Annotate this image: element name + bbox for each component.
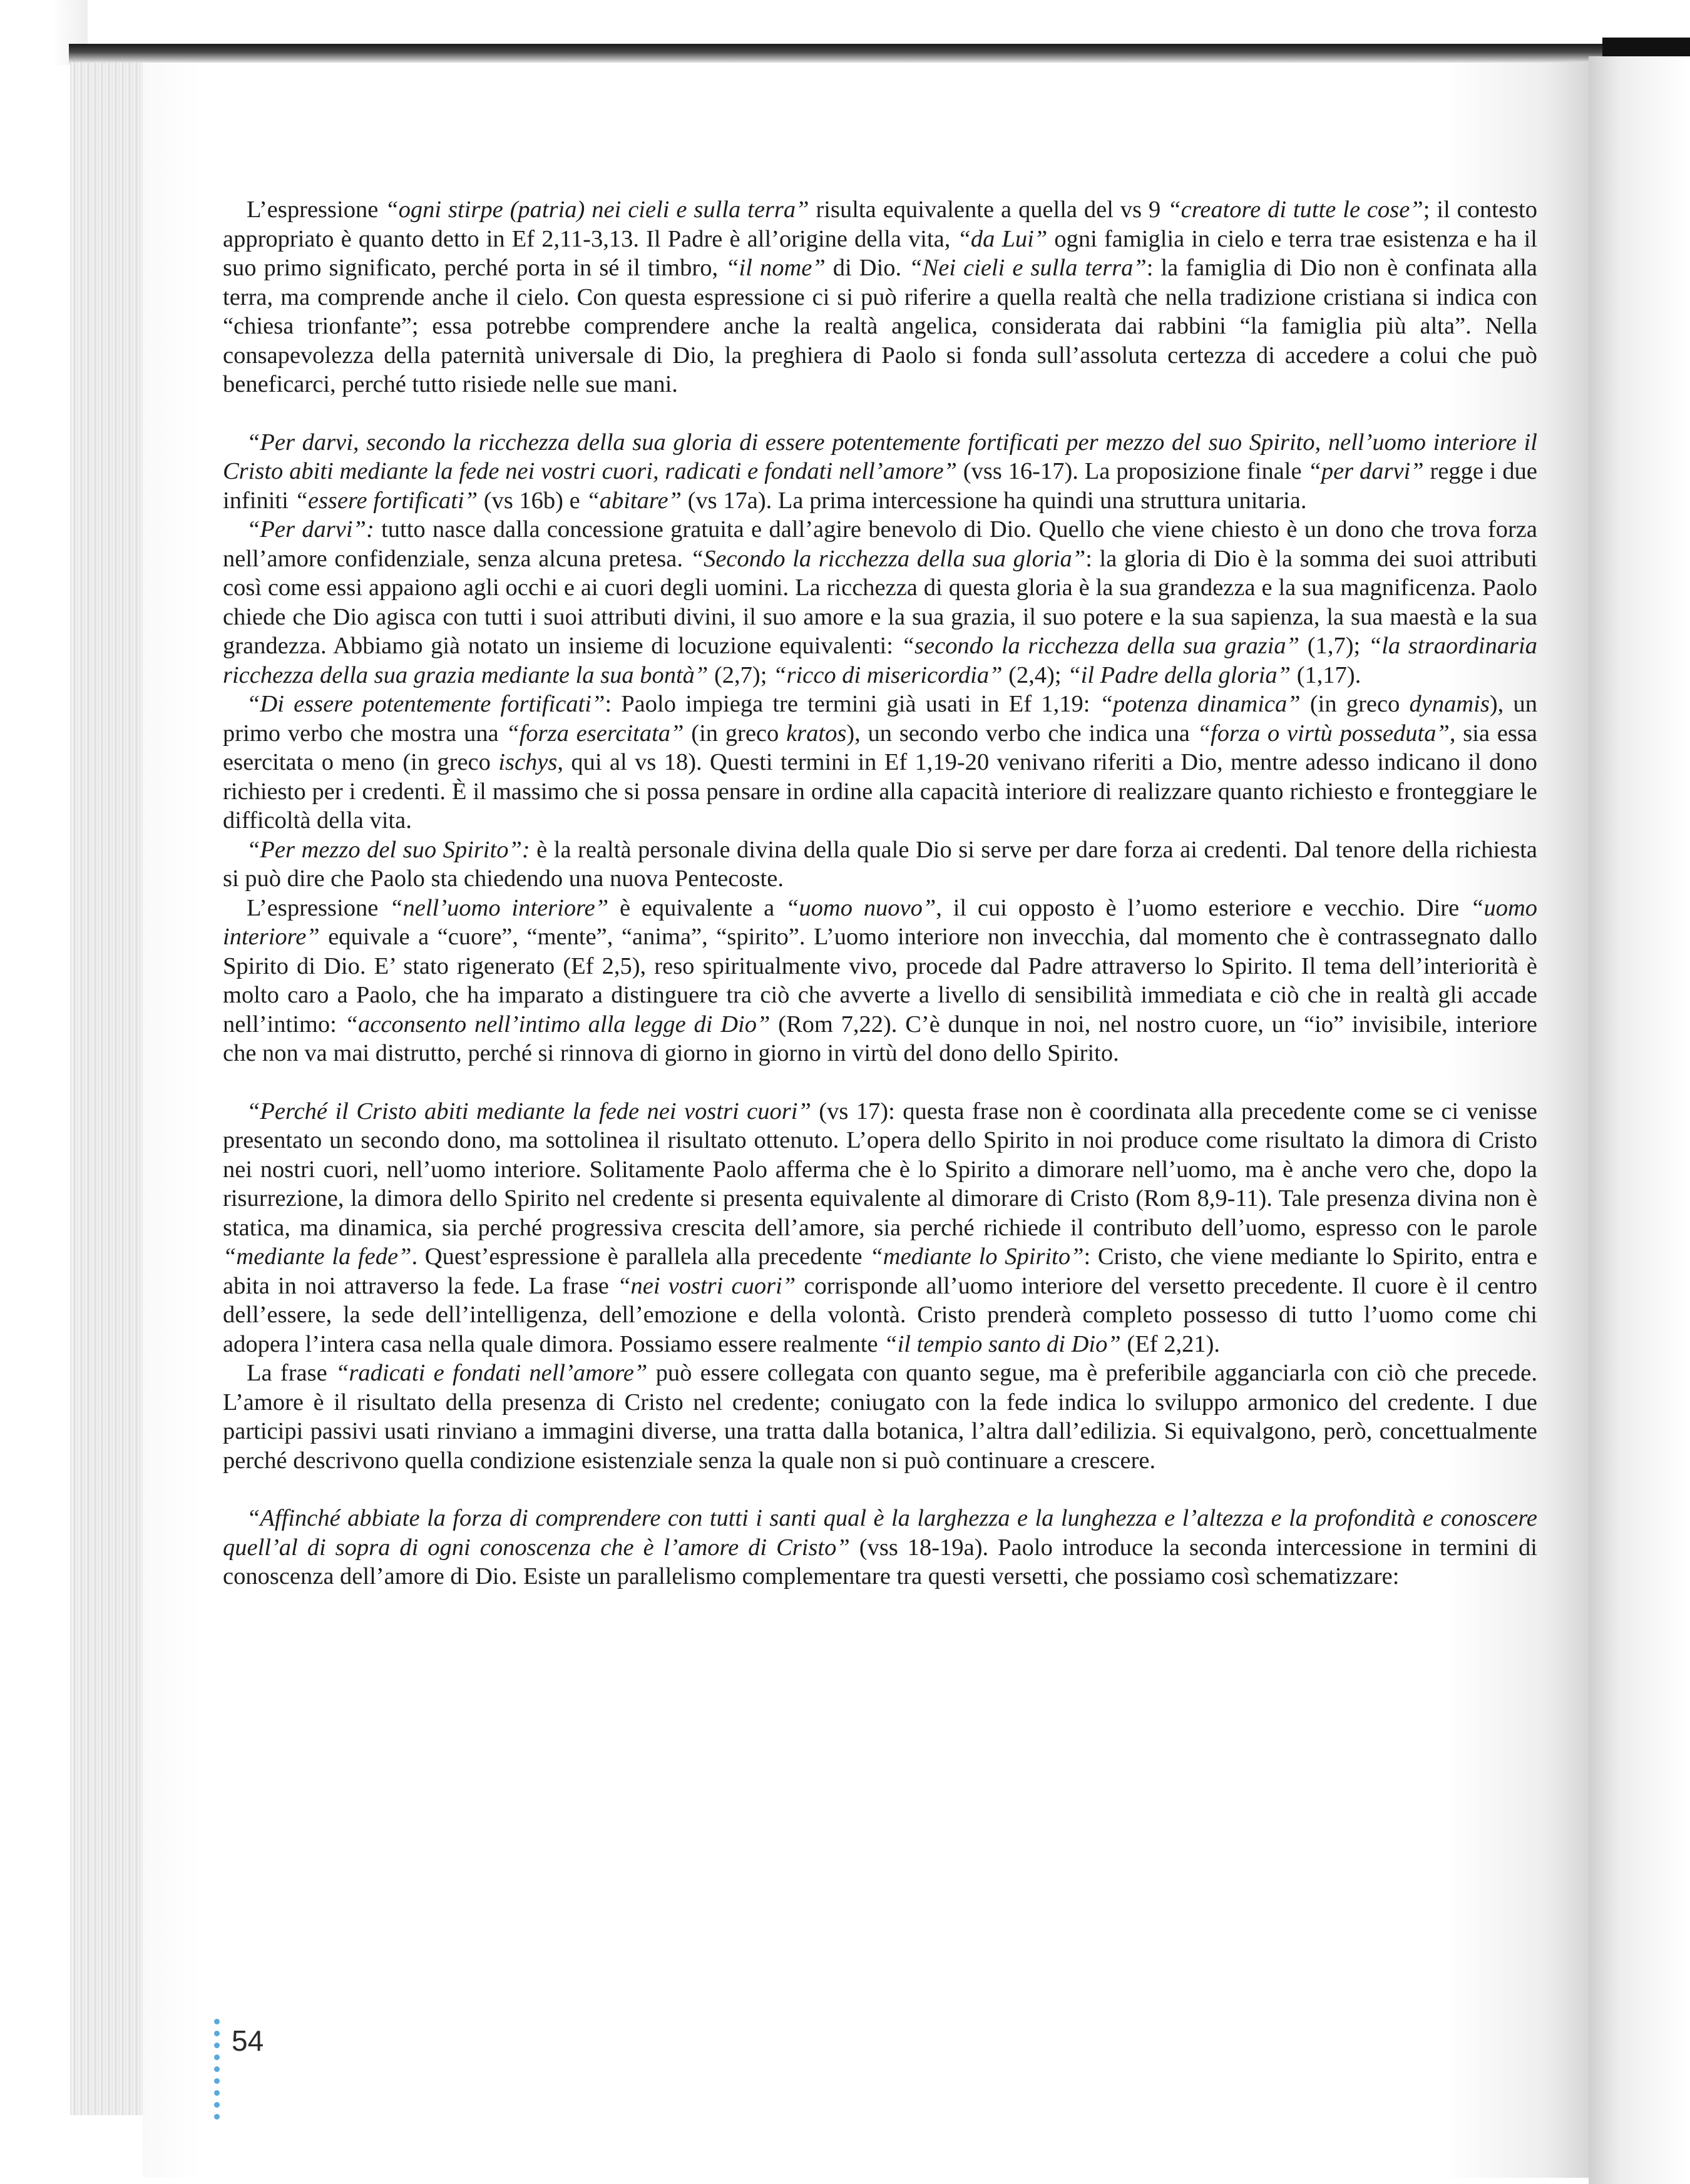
text-run: : la famiglia di Dio non è confinata alla terra, ma comprende anche il cielo. Con questa espressione ci si può riferire a quella realtà che nella tradizione cristiana si indica con “chiesa trionfante”; essa potrebbe comprendere anche la realtà angelica, considerata dai rabbini “la famiglia più alta”. Nella consapevolezza della paternità universale di Dio, la preghiera di Paolo si fonda sull’assoluta certezza di accedere a colui che può beneficarci, perché tutto risiede nelle sue mani. [223, 255, 1537, 397]
text-run: (1,7); [1299, 633, 1368, 659]
dot [214, 2114, 220, 2120]
italic-text: “nell’uomo interiore” [389, 894, 609, 921]
text-run: (in greco [684, 720, 787, 747]
italic-text: “Per mezzo del suo Spirito”: [247, 836, 530, 863]
text-run: di Dio. [825, 255, 909, 281]
italic-text: “il nome” [725, 255, 826, 281]
text-run: , sia essa esercitata o meno (in greco [223, 720, 1537, 775]
text-run: (vss 18-19a). Paolo introduce la seconda intercessione in termini di conoscenza dell’amore di Dio. Esiste un parallelismo complementare tra questi versetti, che possiamo così schematizzare: [223, 1534, 1537, 1590]
text-run: (in greco [1300, 691, 1410, 717]
italic-text: “la straordinaria ricchezza della sua grazia mediante la sua bontà” [223, 633, 1537, 688]
text-run: : Paolo impiega tre termini già usati in Ef 1,19: [605, 691, 1100, 717]
text-run: regge i due infiniti [223, 458, 1537, 514]
italic-text: “Per darvi, secondo la ricchezza della sua gloria di essere potentemente fortificati per mezzo del suo Spirito, nell’uomo interiore il Cristo abiti mediante la fede nei vostri cuori, radicati e fondati nell’amore” [223, 429, 1537, 484]
dot [214, 2019, 220, 2024]
dot [214, 2054, 220, 2060]
text-run: (vs 16b) e [478, 487, 586, 514]
paragraph [223, 835, 1537, 894]
text-run: (vs 17): questa frase non è coordinata alla precedente come se ci venisse presentato un secondo dono, ma sottolinea il risultato ottenuto. L’opera dello Spirito in noi produce come risultato la dimora di Cristo nei nostri cuori, nell’uomo interiore. Solitamente Paolo afferma che è lo Spirito a dimorare nell’uomo, ma è anche vero che, dopo la risurrezione, la dimora dello Spirito nel credente si presenta equivalente al dimorare di Cristo (Rom 8,9-11). Tale presenza divina non è statica, ma dinamica, sia perché progressiva crescita dell’amore, sia perché richiede il contributo dell’uomo, espresso con le parole [223, 1098, 1537, 1241]
text-run: corrisponde all’uomo interiore del versetto precedente. Il cuore è il centro dell’essere, la sede dell’intelligenza, dell’emozione e della volontà. Cristo prenderà completo possesso di tutto l’uomo come chi adopera l’intera casa nella quale dimora. Possiamo essere realmente [223, 1272, 1537, 1357]
italic-text: “ricco di misericordia” [773, 661, 1003, 688]
text-run: (vs 17a). La prima intercessione ha quindi una struttura unitaria. [681, 487, 1307, 514]
italic-text: “forza esercitata” [506, 720, 684, 747]
paragraph [223, 1504, 1537, 1591]
body-text [223, 195, 1537, 1591]
text-run: tutto nasce dalla concessione gratuita e dall’agire benevolo di Dio. Quello che viene chiesto è un dono che trova forza nell’amore confidenziale, senza alcuna pretesa. [223, 516, 1538, 572]
italic-text: “il tempio santo di Dio” [884, 1330, 1121, 1357]
dot [214, 2078, 220, 2084]
dot [214, 2043, 220, 2048]
text-run: : la gloria di Dio è la somma dei suoi attributi così come essi appaiono agli occhi e ai cuori degli uomini. La ricchezza di questa gloria è la sua grandezza e la sua magnificenza. Paolo chiede che Dio agisca con tutti i suoi attributi divini, il suo amore e la sua grazia, il suo potere e la sua sapienza, la sua maestà e la sua grandezza. Abbiamo già notato un insieme di locuzione equivalenti: [223, 545, 1538, 659]
italic-text: “per darvi” [1308, 458, 1424, 484]
text-run: ), un secondo verbo che indica una [846, 720, 1197, 747]
text-run: può essere collegata con quanto segue, ma è preferibile agganciarla con ciò che precede. L’amore è il risultato della presenza di Cristo nel credente; coniugato con la fede indica lo sviluppo armonico del credente. I due participi passivi usati rinviano a immagini diverse, una tratta dalla botanica, l’altra dall’edilizia. Si equivalgono, però, concettualmente perché descrivono quella condizione esistenziale senza la quale non si può continuare a crescere. [223, 1360, 1537, 1474]
text-run: ogni famiglia in cielo e terra trae esistenza e ha il suo primo significato, perché porta in sé il timbro, [223, 225, 1537, 281]
text-run: ; il contesto appropriato è quanto detto in Ef 2,11-3,13. Il Padre è all’origine della vita, [223, 196, 1537, 252]
italic-text: “Di essere potentemente fortificati” [247, 691, 605, 717]
text-run: (2,4); [1002, 661, 1068, 688]
text-run: (1,17). [1291, 661, 1361, 688]
italic-text: “creatore di tutte le cose” [1167, 196, 1423, 223]
italic-text: “abitare” [586, 487, 682, 514]
text-run: , qui al vs 18). Questi termini in Ef 1,19-20 venivano riferiti a Dio, mentre adesso indicano il dono richiesto per i credenti. È il massimo che si possa pensare in ordine alla capacità interiore di realizzare quanto richiesto e fronteggiare le difficoltà della vita. [223, 749, 1537, 834]
page-stack-edge [70, 63, 144, 2115]
italic-text: “Per darvi”: [247, 516, 374, 543]
italic-text: ischys [498, 749, 558, 775]
italic-text: “Nei cieli e sulla terra” [909, 255, 1147, 281]
italic-text: “Secondo la ricchezza della sua gloria” [690, 545, 1086, 572]
text-run: , il cui opposto è l’uomo esteriore e vecchio. Dire [936, 894, 1471, 921]
paragraph [223, 1359, 1537, 1475]
italic-text: “Affinché abbiate la forza di comprendere con tutti i santi qual è la larghezza e la lunghezza e l’altezza e la profondità e conoscere quell’al di sopra di ogni conoscenza che è l’amore di Cristo” [223, 1505, 1537, 1561]
italic-text: kratos [786, 720, 847, 747]
italic-text: “da Lui” [957, 225, 1048, 252]
text-run: ), un primo verbo che mostra una [223, 691, 1537, 747]
italic-text: “ogni stirpe (patria) nei cieli e sulla terra” [385, 196, 809, 223]
paragraph [223, 1097, 1537, 1359]
italic-text: “radicati e fondati nell’amore” [335, 1360, 648, 1386]
italic-text: “acconsento nell’intimo alla legge di Dio” [344, 1011, 771, 1038]
text-run: equivale a “cuore”, “mente”, “anima”, “spirito”. L’uomo interiore non invecchia, dal momento che è contrassegnato dallo Spirito di Dio. E’ stato rigenerato (Ef 2,5), reso spiritualmente vivo, procede dal Padre attraverso lo Spirito. Il tema dell’interiorità è molto caro a Paolo, che ha imparato a distinguere tra ciò che avverte a livello di sensibilità immediata e ciò che in realtà gli accade nell’intimo: [223, 924, 1537, 1038]
text-run: La frase [247, 1360, 335, 1386]
italic-text: “secondo la ricchezza della sua grazia” [901, 633, 1300, 659]
text-run: : Cristo, che viene mediante lo Spirito, entra e abita in noi attraverso la fede. La frase [223, 1243, 1537, 1299]
decorative-dots [214, 2019, 222, 2126]
italic-text: “uomo interiore” [223, 894, 1537, 950]
text-run: risulta equivalente a quella del vs 9 [809, 196, 1168, 223]
text-run: è equivalente a [608, 894, 786, 921]
italic-text: “forza o virtù posseduta” [1197, 720, 1450, 747]
page-top-shadow [69, 44, 1690, 65]
text-run: (vss 16-17). La proposizione finale [956, 458, 1308, 484]
dot [214, 2090, 220, 2096]
text-run: (2,7); [708, 661, 774, 688]
facing-page-edge [1589, 56, 1690, 2184]
text-run: (Ef 2,21). [1120, 1330, 1221, 1357]
italic-text: “potenza dinamica” [1099, 691, 1301, 717]
text-run: L’espressione [247, 196, 386, 223]
text-run: (Rom 7,22). C’è dunque in noi, nel nostro cuore, un “io” invisibile, interiore che non va mai distrutto, perché si rinnova di giorno in giorno in virtù del dono dello Spirito. [223, 1011, 1537, 1066]
italic-text: dynamis [1409, 691, 1490, 717]
italic-text: “mediante lo Spirito” [869, 1243, 1084, 1270]
paragraph [223, 428, 1537, 516]
paragraph [223, 195, 1537, 399]
text-run: . Quest’espressione è parallela alla precedente [411, 1243, 870, 1270]
italic-text: “nei vostri cuori” [617, 1272, 796, 1299]
page-number: 54 [232, 2024, 264, 2057]
dot [214, 2102, 220, 2108]
paragraph [223, 690, 1537, 835]
paragraph [223, 515, 1537, 690]
paragraph [223, 894, 1537, 1068]
text-run: è la realtà personale divina della quale Dio si serve per dare forza ai credenti. Dal tenore della richiesta si può dire che Paolo sta chiedendo una nuova Pentecoste. [223, 836, 1537, 892]
italic-text: “il Padre della gloria” [1067, 661, 1291, 688]
dot [214, 2066, 220, 2072]
italic-text: “mediante la fede” [223, 1243, 412, 1270]
dot [214, 2031, 220, 2036]
italic-text: “Perché il Cristo abiti mediante la fede nei vostri cuori” [247, 1098, 811, 1125]
italic-text: “uomo nuovo” [786, 894, 936, 921]
italic-text: “essere fortificati” [294, 487, 478, 514]
text-run: L’espressione [247, 894, 390, 921]
